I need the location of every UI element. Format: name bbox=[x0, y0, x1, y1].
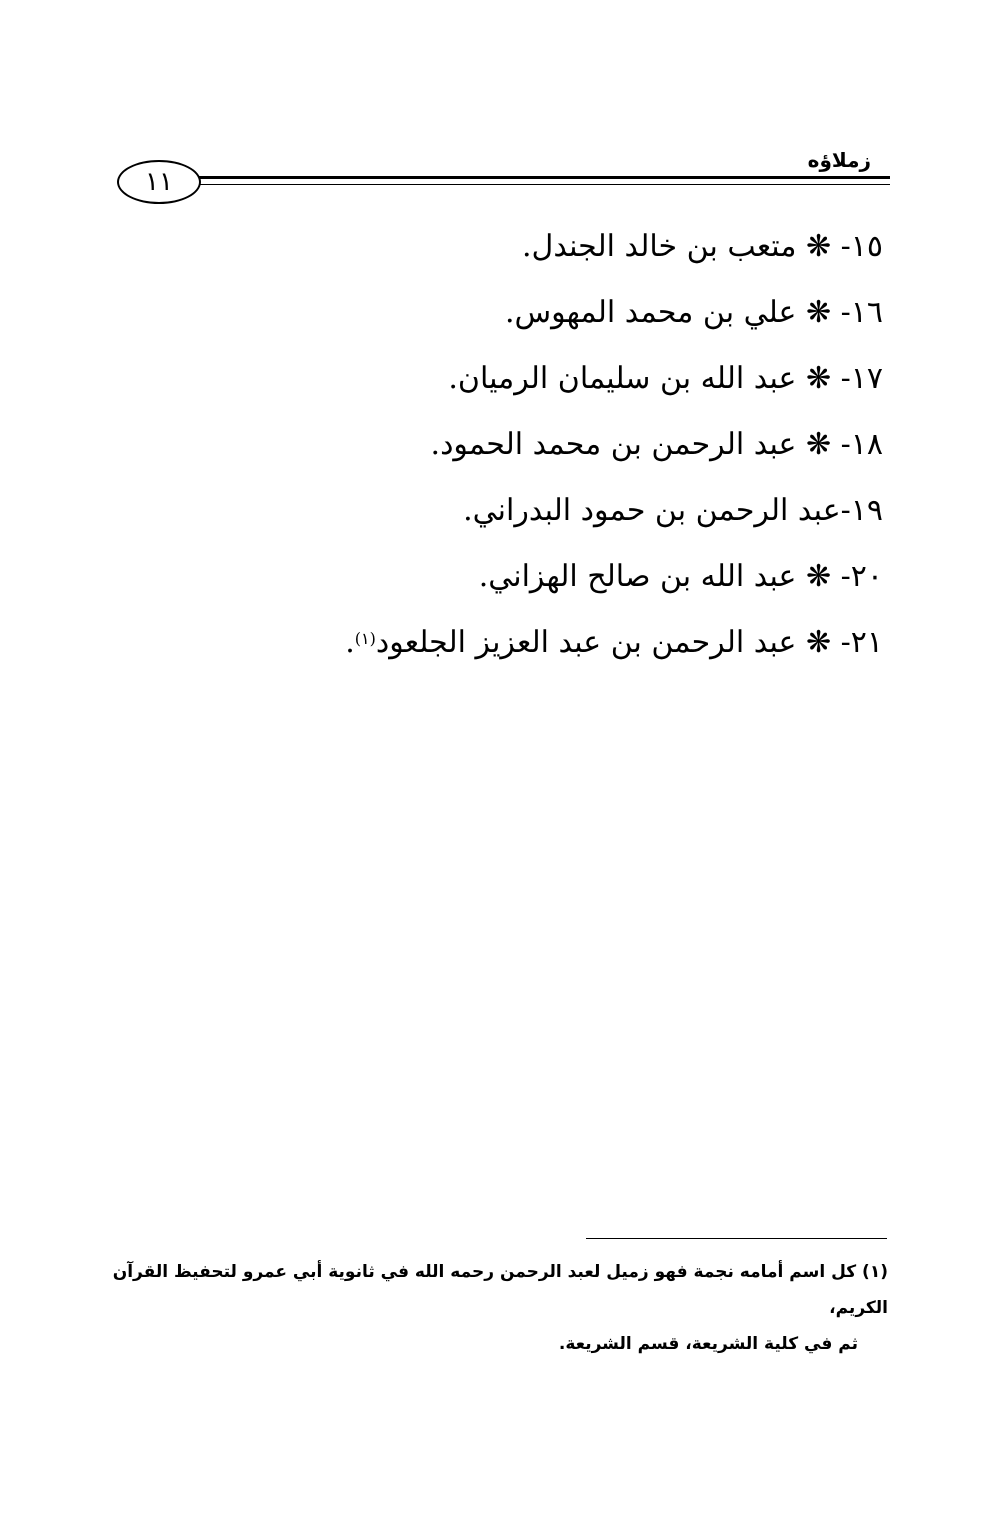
running-head-title: زملاؤه bbox=[807, 148, 871, 172]
list-item-text: ٢١- ❋ عبد الرحمن بن عبد العزيز الجلعود bbox=[375, 625, 883, 660]
list-item-period: . bbox=[345, 625, 355, 660]
page-number-badge bbox=[117, 160, 201, 204]
list-item bbox=[283, 618, 883, 684]
list-item bbox=[283, 222, 883, 288]
list-item bbox=[283, 552, 883, 618]
list-item-text: ١٦- ❋ علي بن محمد المهوس. bbox=[504, 295, 883, 330]
footnote-reference[interactable]: (١) bbox=[354, 629, 376, 648]
list-item-text: ١٧- ❋ عبد الله بن سليمان الرميان. bbox=[448, 361, 883, 396]
footnote-separator bbox=[586, 1238, 887, 1239]
list-item bbox=[283, 288, 883, 354]
footnote-line-2: ثم في كلية الشريعة، قسم الشريعة. bbox=[558, 1334, 858, 1354]
list-item-text: ٢٠- ❋ عبد الله بن صالح الهزاني. bbox=[478, 559, 883, 594]
list-item bbox=[283, 354, 883, 420]
list-item-text: ١٨- ❋ عبد الرحمن بن محمد الحمود. bbox=[430, 427, 883, 462]
footnote-line-1: (١) كل اسم أمامه نجمة فهو زميل لعبد الرحمن رحمه الله في ثانوية أبي عمرو لتحفيظ القرآن الكريم، bbox=[112, 1262, 888, 1318]
list-item bbox=[283, 420, 883, 486]
header-rule-thick bbox=[196, 176, 890, 179]
list-item-text: ١٥- ❋ متعب بن خالد الجندل. bbox=[522, 229, 883, 264]
names-list bbox=[283, 222, 883, 684]
page-number: ١١ bbox=[145, 167, 173, 197]
header-rule-thin bbox=[196, 184, 890, 185]
list-item-text: ١٩-عبد الرحمن بن حمود البدراني. bbox=[463, 493, 883, 528]
list-item bbox=[283, 486, 883, 552]
footnote bbox=[108, 1254, 888, 1362]
